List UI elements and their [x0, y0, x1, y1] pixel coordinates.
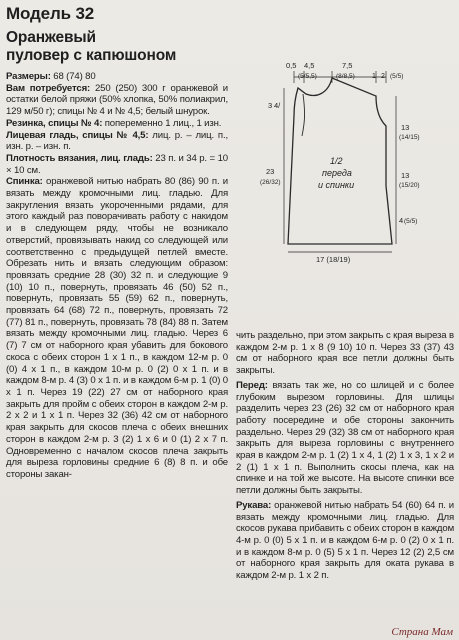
materials-label: Вам потребуется:	[6, 82, 91, 94]
sleeves-label: Рукава:	[236, 499, 272, 511]
dim-label-top: 1	[372, 73, 376, 80]
dim-label-left: 23	[266, 167, 275, 176]
subtitle-line-2: пуловер с капюшоном	[6, 47, 177, 64]
diagram-center-label: переда	[322, 168, 352, 178]
gauge-text: 23 п. и 34 р. = 10 × 10 см.	[6, 152, 228, 176]
back-text: оранжевой нитью набрать 80 (86) 90 п. и вязать между кромочными лиц. гладью. Для закругления вязать укороченными рядами, для этого каждый раз поворачивать работу с накидом и в следующем ряду, чтобы не возникало отверстий, провязывать накид со следующей или соответственно с предыдущей петлей вместе. Обрезать нить и вязать следующим образом: провязать средние 28 (30) 32 п. и следующие 9 (10) 10 п., повернуть, провязать 46 (50) 52 п., повернуть, провязать 55 (59) 62 п., повернуть, провязать 64 (68) 72 п., повернуть, провязать 72 (77) 81 п., повернуть, провязать 78 (84) 88 п. Затем вязать между кромочными лиц. гладью. Через 6 (7) 7 см от наборного края убавить для бокового скоса с обеих сторон 1 х 1 п., в каждом 12-м р. 0 (0) 4 х 1 п., в каждом 10-м р. 0 (2) 0 х 1 п. и в каждом 8-м р. 4 (3) 0 х 1 п. и в каждом 6-м р. 1 (0) 0 х 1 п. Через 19 (22) 27 см от наборного края закрыть для пройм с обеих сторон в каждом 2-м р. 2 х 2 и 1 х 1 п. Через 32 (36) 42 см от наборного края закрыть для скосов плеча с обеих внешних сторон в каждом 2-м р. 3 (2) 1 х 6 и 0 (1) 2 х 7 п. Одновременно с началом скосов плеча закрыть для выреза горловины средние 6 (8) 8 п. и обе стороны закан-	[6, 176, 228, 480]
dim-label-bottom: 17 (18/19)	[316, 255, 351, 264]
back-continued-paragraph	[236, 330, 454, 377]
subtitle-line-1: Оранжевый	[6, 29, 96, 46]
dim-label-top: 4,5	[304, 61, 315, 70]
dim-label-right: (5/5)	[404, 218, 418, 225]
gauge-paragraph	[6, 153, 228, 176]
rib-text: попеременно 1 лиц., 1 изн.	[102, 117, 222, 129]
dim-label-right: (14/15)	[399, 134, 420, 141]
dim-label-left: 3	[268, 101, 273, 110]
dim-label-top: (5/5,5)	[298, 73, 317, 80]
model-title: Модель 32	[6, 4, 95, 23]
sizes-text: 68 (74) 80	[50, 71, 96, 82]
dim-label-top: (8/8,5)	[336, 73, 355, 80]
dim-label-right: 13	[401, 123, 410, 132]
front-label: Перед:	[236, 379, 268, 391]
front-text: вязать так же, но со шлицей и с более глубоким вырезом горловины. Для шлицы разделить через 23 (26) 32 см от наборного края работу посередине и обе стороны закончить раздельно. Через 29 (32) 38 см от наборного края закрыть для выреза горловины с внутреннего края в каждом 2-м р. 1 (2) 1 х 4, 1 (2) 1 х 3, 1 х 2 и 2 (1) 1 х 1 п. Выполнить скосы плеча, как на спинке и на той же высоте. На высоте спинки все петли должны быть закрыты.	[236, 379, 454, 497]
stockinette-text: лиц. р. – лиц. п., изн. р. – изн. п.	[6, 129, 228, 153]
back-continued-text: чить раздельно, при этом закрыть с края выреза в каждом 2-м р. 1 х 8 (9 10) 10 п. Через 33 (37) 43 см от наборного края все петли должны быть закрыты.	[236, 330, 454, 377]
left-column	[6, 4, 228, 481]
dim-label-left: 4/	[274, 101, 281, 110]
materials-text: 250 (250) 300 г оранжевой и остатки белой пряжи (50% хлопка, 50% полиакрил, 129 м/50 г); спицы № 4 и № 4,5; белый шнурок.	[6, 82, 228, 118]
front-paragraph	[236, 380, 454, 497]
pattern-schematic	[236, 56, 454, 271]
stockinette-label: Лицевая гладь, спицы № 4,5:	[6, 129, 149, 141]
neckline-arc	[302, 94, 305, 136]
stockinette-paragraph	[6, 130, 228, 153]
dim-label-top: (5/5)	[390, 73, 404, 80]
sleeves-paragraph	[236, 500, 454, 582]
sizes-paragraph	[6, 71, 228, 83]
dim-label-top: 0,5	[286, 61, 297, 70]
rib-paragraph	[6, 118, 228, 130]
dim-label-right: 13	[401, 171, 410, 180]
dim-label-right: (15/20)	[399, 182, 420, 189]
schematic-svg	[236, 56, 454, 271]
back-label: Спинка:	[6, 176, 43, 188]
materials-paragraph	[6, 83, 228, 118]
dim-label-left: (26/32)	[260, 179, 281, 186]
dim-label-top: 2	[381, 73, 385, 80]
gauge-label: Плотность вязания, лиц. гладь:	[6, 152, 153, 164]
right-column	[236, 330, 454, 582]
dim-label-right: 4	[399, 216, 404, 225]
model-subtitle	[6, 29, 228, 65]
dim-label-top: 7,5	[342, 61, 353, 70]
sizes-label: Размеры:	[6, 71, 51, 82]
back-paragraph	[6, 176, 228, 480]
diagram-center-label: и спинки	[318, 180, 355, 190]
sleeves-text: оранжевой нитью набрать 54 (60) 64 п. и вязать между кромочными лиц. гладью. Для скосов рукава прибавить с обеих сторон в каждом 4-м р. 0 (0) 5 х 1 п. и в каждом 6-м р. 0 (2) 0 х 1 п. и в каждом 8-м р. 0 (5) 5 х 1 п. Через 12 (2) 2,5 см от наборного края закрыть для оката рукава в каждом 2-м р. 1 х 2 п.	[236, 499, 455, 582]
diagram-center-label: 1/2	[330, 156, 343, 166]
rib-label: Резинка, спицы № 4:	[6, 117, 103, 129]
site-watermark: Страна Мам	[391, 626, 453, 638]
